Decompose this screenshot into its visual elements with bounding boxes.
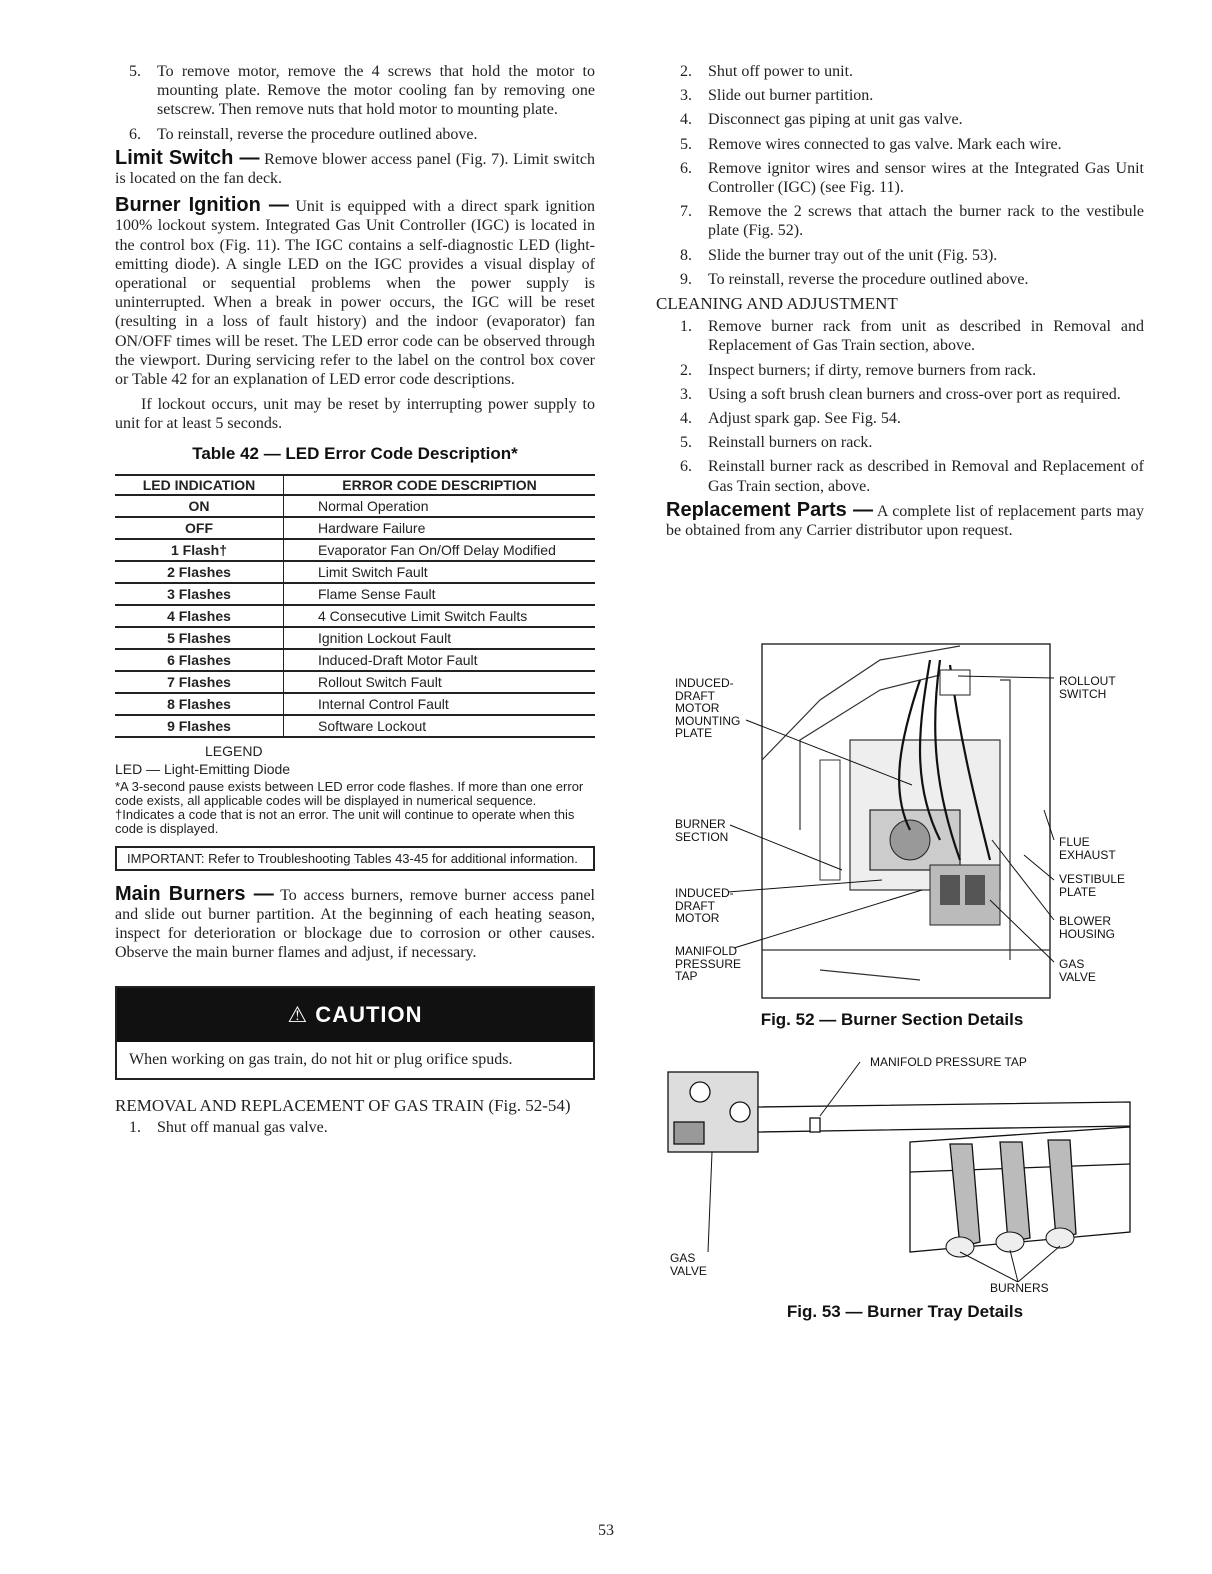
left-column bbox=[115, 62, 595, 1142]
error-description-cell: Evaporator Fan On/Off Delay Modified bbox=[284, 539, 596, 561]
burner-ignition-text: Unit is equipped with a direct spark ignition 100% lockout system. Integrated Gas Unit Controller (IGC) is located in the control box (Fig. 11). The IGC contains a self-diagnostic LED (light-emitting diode). A single LED on the IGC provides a visual display of operational or sequential problems when the power supply is uninterrupted. When a break in power occurs, the IGC will be reset (resulting in a loss of fault history) and the indoor (evaporator) fan ON/OFF times will be reset. The LED error code can be observed through the viewport. During servicing refer to the label on the control box cover or Table 42 for an explanation of LED error code descriptions. bbox=[115, 198, 595, 389]
step-number: 6. bbox=[680, 458, 692, 476]
error-description-cell: Rollout Switch Fault bbox=[284, 671, 596, 693]
label-manifold-pressure-tap-fig53: MANIFOLD PRESSURE TAP bbox=[870, 1055, 1027, 1069]
step-text: To remove motor, remove the 4 screws that hold the motor to mounting plate. Remove the motor cooling fan by removing one setscrew. Then remove nuts that hold motor to mounting plate. bbox=[157, 63, 595, 119]
figure-53-caption: Fig. 53 — Burner Tray Details bbox=[786, 1302, 1024, 1321]
removal-step-6 bbox=[666, 202, 1144, 240]
burner-tray-illustration bbox=[660, 1052, 1150, 1282]
step-text: Shut off power to unit. bbox=[708, 63, 854, 80]
led-indication-cell: 9 Flashes bbox=[115, 715, 284, 737]
led-indication-cell: 4 Flashes bbox=[115, 605, 284, 627]
limit-switch-paragraph bbox=[115, 146, 595, 188]
step-text: Remove burner rack from unit as described in Removal and Replacement of Gas Train section, above. bbox=[708, 318, 1144, 355]
error-description-cell: Hardware Failure bbox=[284, 517, 596, 539]
lockout-paragraph: If lockout occurs, unit may be reset by interrupting power supply to unit for at least 5 seconds. bbox=[115, 396, 595, 433]
error-description-cell: Flame Sense Fault bbox=[284, 583, 596, 605]
step-text: Shut off manual gas valve. bbox=[157, 1118, 328, 1136]
label-rollout-switch: ROLLOUT SWITCH bbox=[1059, 674, 1116, 701]
removal-steps bbox=[666, 62, 1144, 289]
label-manifold-pressure-tap: MANIFOLD PRESSURE TAP bbox=[675, 944, 742, 983]
step-number: 6. bbox=[680, 159, 692, 177]
note-dagger: †Indicates a code that is not an error. The unit will continue to operate when this code is displayed. bbox=[115, 806, 575, 836]
error-description-cell: Normal Operation bbox=[284, 495, 596, 517]
main-burners-text: To access burners, remove burner access panel and slide out burner partition. At the beginning of each heating season, inspect for deterioration or blockage due to corrosion or other causes. Observe the main burner flames and adjust, if necessary. bbox=[115, 886, 595, 962]
motor-step-2 bbox=[115, 125, 595, 144]
step-text: To reinstall, reverse the procedure outlined above. bbox=[708, 270, 1029, 288]
error-description-cell: Induced-Draft Motor Fault bbox=[284, 649, 596, 671]
figure-52 bbox=[672, 640, 1152, 1040]
legend-led: LED — Light-Emitting Diode bbox=[115, 760, 291, 777]
step-number: 4. bbox=[680, 410, 692, 428]
led-indication-cell: 1 Flash† bbox=[115, 539, 284, 561]
step-text: Disconnect gas piping at unit gas valve. bbox=[708, 111, 963, 129]
led-indication-cell: 7 Flashes bbox=[115, 671, 284, 693]
main-burners-paragraph bbox=[115, 882, 595, 963]
led-indication-cell: 5 Flashes bbox=[115, 627, 284, 649]
step-text: Adjust spark gap. See Fig. 54. bbox=[708, 410, 901, 428]
burner-ignition-paragraph bbox=[115, 196, 595, 389]
cleaning-steps bbox=[666, 317, 1144, 496]
burner-ignition-heading: Burner Ignition — bbox=[115, 194, 289, 217]
led-indication-cell: 3 Flashes bbox=[115, 583, 284, 605]
replacement-parts-heading: Replacement Parts — bbox=[666, 498, 874, 521]
replacement-parts-text: A complete list of replacement parts may be obtained from any Carrier distributor upon request. bbox=[666, 502, 1145, 540]
label-vestibule-plate: VESTIBULE PLATE bbox=[1059, 872, 1126, 899]
table-row bbox=[115, 539, 595, 561]
step-number: 3. bbox=[680, 87, 692, 105]
label-flue-exhaust: FLUE EXHAUST bbox=[1059, 835, 1116, 862]
label-gas-valve: GAS VALVE bbox=[1059, 957, 1096, 984]
led-indication-cell: OFF bbox=[115, 517, 284, 539]
step-number: 1. bbox=[680, 318, 692, 336]
removal-step-8 bbox=[666, 270, 1144, 289]
step-number: 5. bbox=[680, 135, 692, 153]
led-indication-cell: 6 Flashes bbox=[115, 649, 284, 671]
removal-step-2 bbox=[666, 86, 1144, 105]
step-text: Reinstall burners on rack. bbox=[708, 434, 873, 452]
removal-step-7 bbox=[666, 246, 1144, 265]
step-text: Using a soft brush clean burners and cross-over port as required. bbox=[708, 385, 1121, 403]
figure-52-caption: Fig. 52 — Burner Section Details bbox=[760, 1010, 1024, 1029]
label-burner-section: BURNER SECTION bbox=[675, 817, 729, 844]
cleaning-step-4 bbox=[666, 409, 1144, 428]
label-induced-draft-motor: INDUCED- DRAFT MOTOR bbox=[675, 886, 734, 925]
step-number: 2. bbox=[680, 361, 692, 379]
header-led-indication: LED INDICATION bbox=[115, 475, 284, 495]
limit-switch-text: Remove blower access panel (Fig. 7). Limit switch is located on the fan deck. bbox=[115, 150, 595, 188]
motor-step-1 bbox=[115, 62, 595, 120]
label-induced-draft-mounting-plate: INDUCED- DRAFT MOTOR MOUNTING PLATE bbox=[675, 676, 741, 740]
error-description-cell: 4 Consecutive Limit Switch Faults bbox=[284, 605, 596, 627]
table-row bbox=[115, 715, 595, 737]
limit-switch-heading: Limit Switch — bbox=[115, 146, 260, 169]
step-number: 5. bbox=[680, 434, 692, 452]
label-gas-valve-fig53: GAS VALVE bbox=[670, 1251, 707, 1278]
error-description-cell: Internal Control Fault bbox=[284, 693, 596, 715]
led-indication-cell: 2 Flashes bbox=[115, 561, 284, 583]
step-text: Reinstall burner rack as described in Removal and Replacement of Gas Train section, above. bbox=[708, 458, 1144, 495]
led-error-table bbox=[115, 474, 595, 738]
table-row bbox=[115, 649, 595, 671]
step-text: Slide the burner tray out of the unit (Fig. 53). bbox=[708, 246, 998, 264]
removal-step-4 bbox=[666, 135, 1144, 154]
step-number: 3. bbox=[680, 385, 692, 403]
cleaning-step-3 bbox=[666, 385, 1144, 404]
step-text: Remove ignitor wires and sensor wires at the Integrated Gas Unit Controller (IGC) (see Fig. 11). bbox=[708, 159, 1144, 197]
table-title: Table 42 — LED Error Code Description* bbox=[192, 443, 518, 463]
error-description-cell: Ignition Lockout Fault bbox=[284, 627, 596, 649]
caution-box bbox=[115, 986, 595, 1079]
caution-text: When working on gas train, do not hit or plug orifice spuds. bbox=[129, 1051, 513, 1069]
step-number: 2. bbox=[680, 63, 692, 80]
note-star: *A 3-second pause exists between LED error code flashes. If more than one error code exists, all applicable codes will be displayed in numerical sequence. bbox=[115, 778, 584, 808]
table-header-row bbox=[115, 475, 595, 495]
step-text: Slide out burner partition. bbox=[708, 87, 874, 105]
step-number: 5. bbox=[129, 63, 141, 80]
cleaning-step-2 bbox=[666, 361, 1144, 380]
step-text: To reinstall, reverse the procedure outlined above. bbox=[157, 125, 478, 143]
page-number: 53 bbox=[598, 1522, 614, 1539]
step-text: Remove the 2 screws that attach the burner rack to the vestibule plate (Fig. 52). bbox=[708, 203, 1144, 240]
step-number: 4. bbox=[680, 111, 692, 129]
removal-step-3 bbox=[666, 110, 1144, 129]
error-description-cell: Software Lockout bbox=[284, 715, 596, 737]
removal-step-1 bbox=[666, 62, 1144, 81]
legend-title: LEGEND bbox=[205, 742, 263, 759]
removal-step-1 bbox=[115, 1118, 595, 1137]
table-row bbox=[115, 671, 595, 693]
table-legend bbox=[115, 744, 595, 836]
led-indication-cell: ON bbox=[115, 495, 284, 517]
removal-heading: REMOVAL AND REPLACEMENT OF GAS TRAIN (Fig. 52-54) bbox=[115, 1095, 571, 1115]
step-text: Remove wires connected to gas valve. Mark each wire. bbox=[708, 135, 1062, 153]
table-row bbox=[115, 561, 595, 583]
caution-title: ⚠ CAUTION bbox=[117, 988, 593, 1042]
table-row bbox=[115, 583, 595, 605]
header-error-description: ERROR CODE DESCRIPTION bbox=[284, 475, 596, 495]
error-description-cell: Limit Switch Fault bbox=[284, 561, 596, 583]
table-row bbox=[115, 605, 595, 627]
step-number: 9. bbox=[680, 270, 692, 288]
table-row bbox=[115, 627, 595, 649]
step-number: 8. bbox=[680, 246, 692, 264]
replacement-parts-paragraph bbox=[666, 498, 1145, 540]
label-blower-housing: BLOWER HOUSING bbox=[1059, 914, 1116, 941]
cleaning-step-1 bbox=[666, 317, 1144, 355]
led-indication-cell: 8 Flashes bbox=[115, 693, 284, 715]
table-row bbox=[115, 693, 595, 715]
step-number: 7. bbox=[680, 203, 692, 221]
motor-steps bbox=[115, 62, 595, 144]
cleaning-step-6 bbox=[666, 457, 1144, 495]
table-row bbox=[115, 517, 595, 539]
table-row bbox=[115, 495, 595, 517]
figure-53 bbox=[660, 1052, 1150, 1332]
cleaning-step-5 bbox=[666, 433, 1144, 452]
removal-step-5 bbox=[666, 159, 1144, 197]
main-burners-heading: Main Burners — bbox=[115, 882, 274, 905]
step-text: Inspect burners; if dirty, remove burners from rack. bbox=[708, 361, 1037, 379]
step-number: 1. bbox=[129, 1118, 141, 1136]
label-burners: BURNERS bbox=[990, 1281, 1049, 1295]
step-number: 6. bbox=[129, 125, 141, 143]
cleaning-heading: CLEANING AND ADJUSTMENT bbox=[656, 294, 898, 314]
important-box: IMPORTANT: Refer to Troubleshooting Tables 43-45 for additional information. bbox=[115, 846, 595, 871]
right-column bbox=[656, 62, 1145, 540]
